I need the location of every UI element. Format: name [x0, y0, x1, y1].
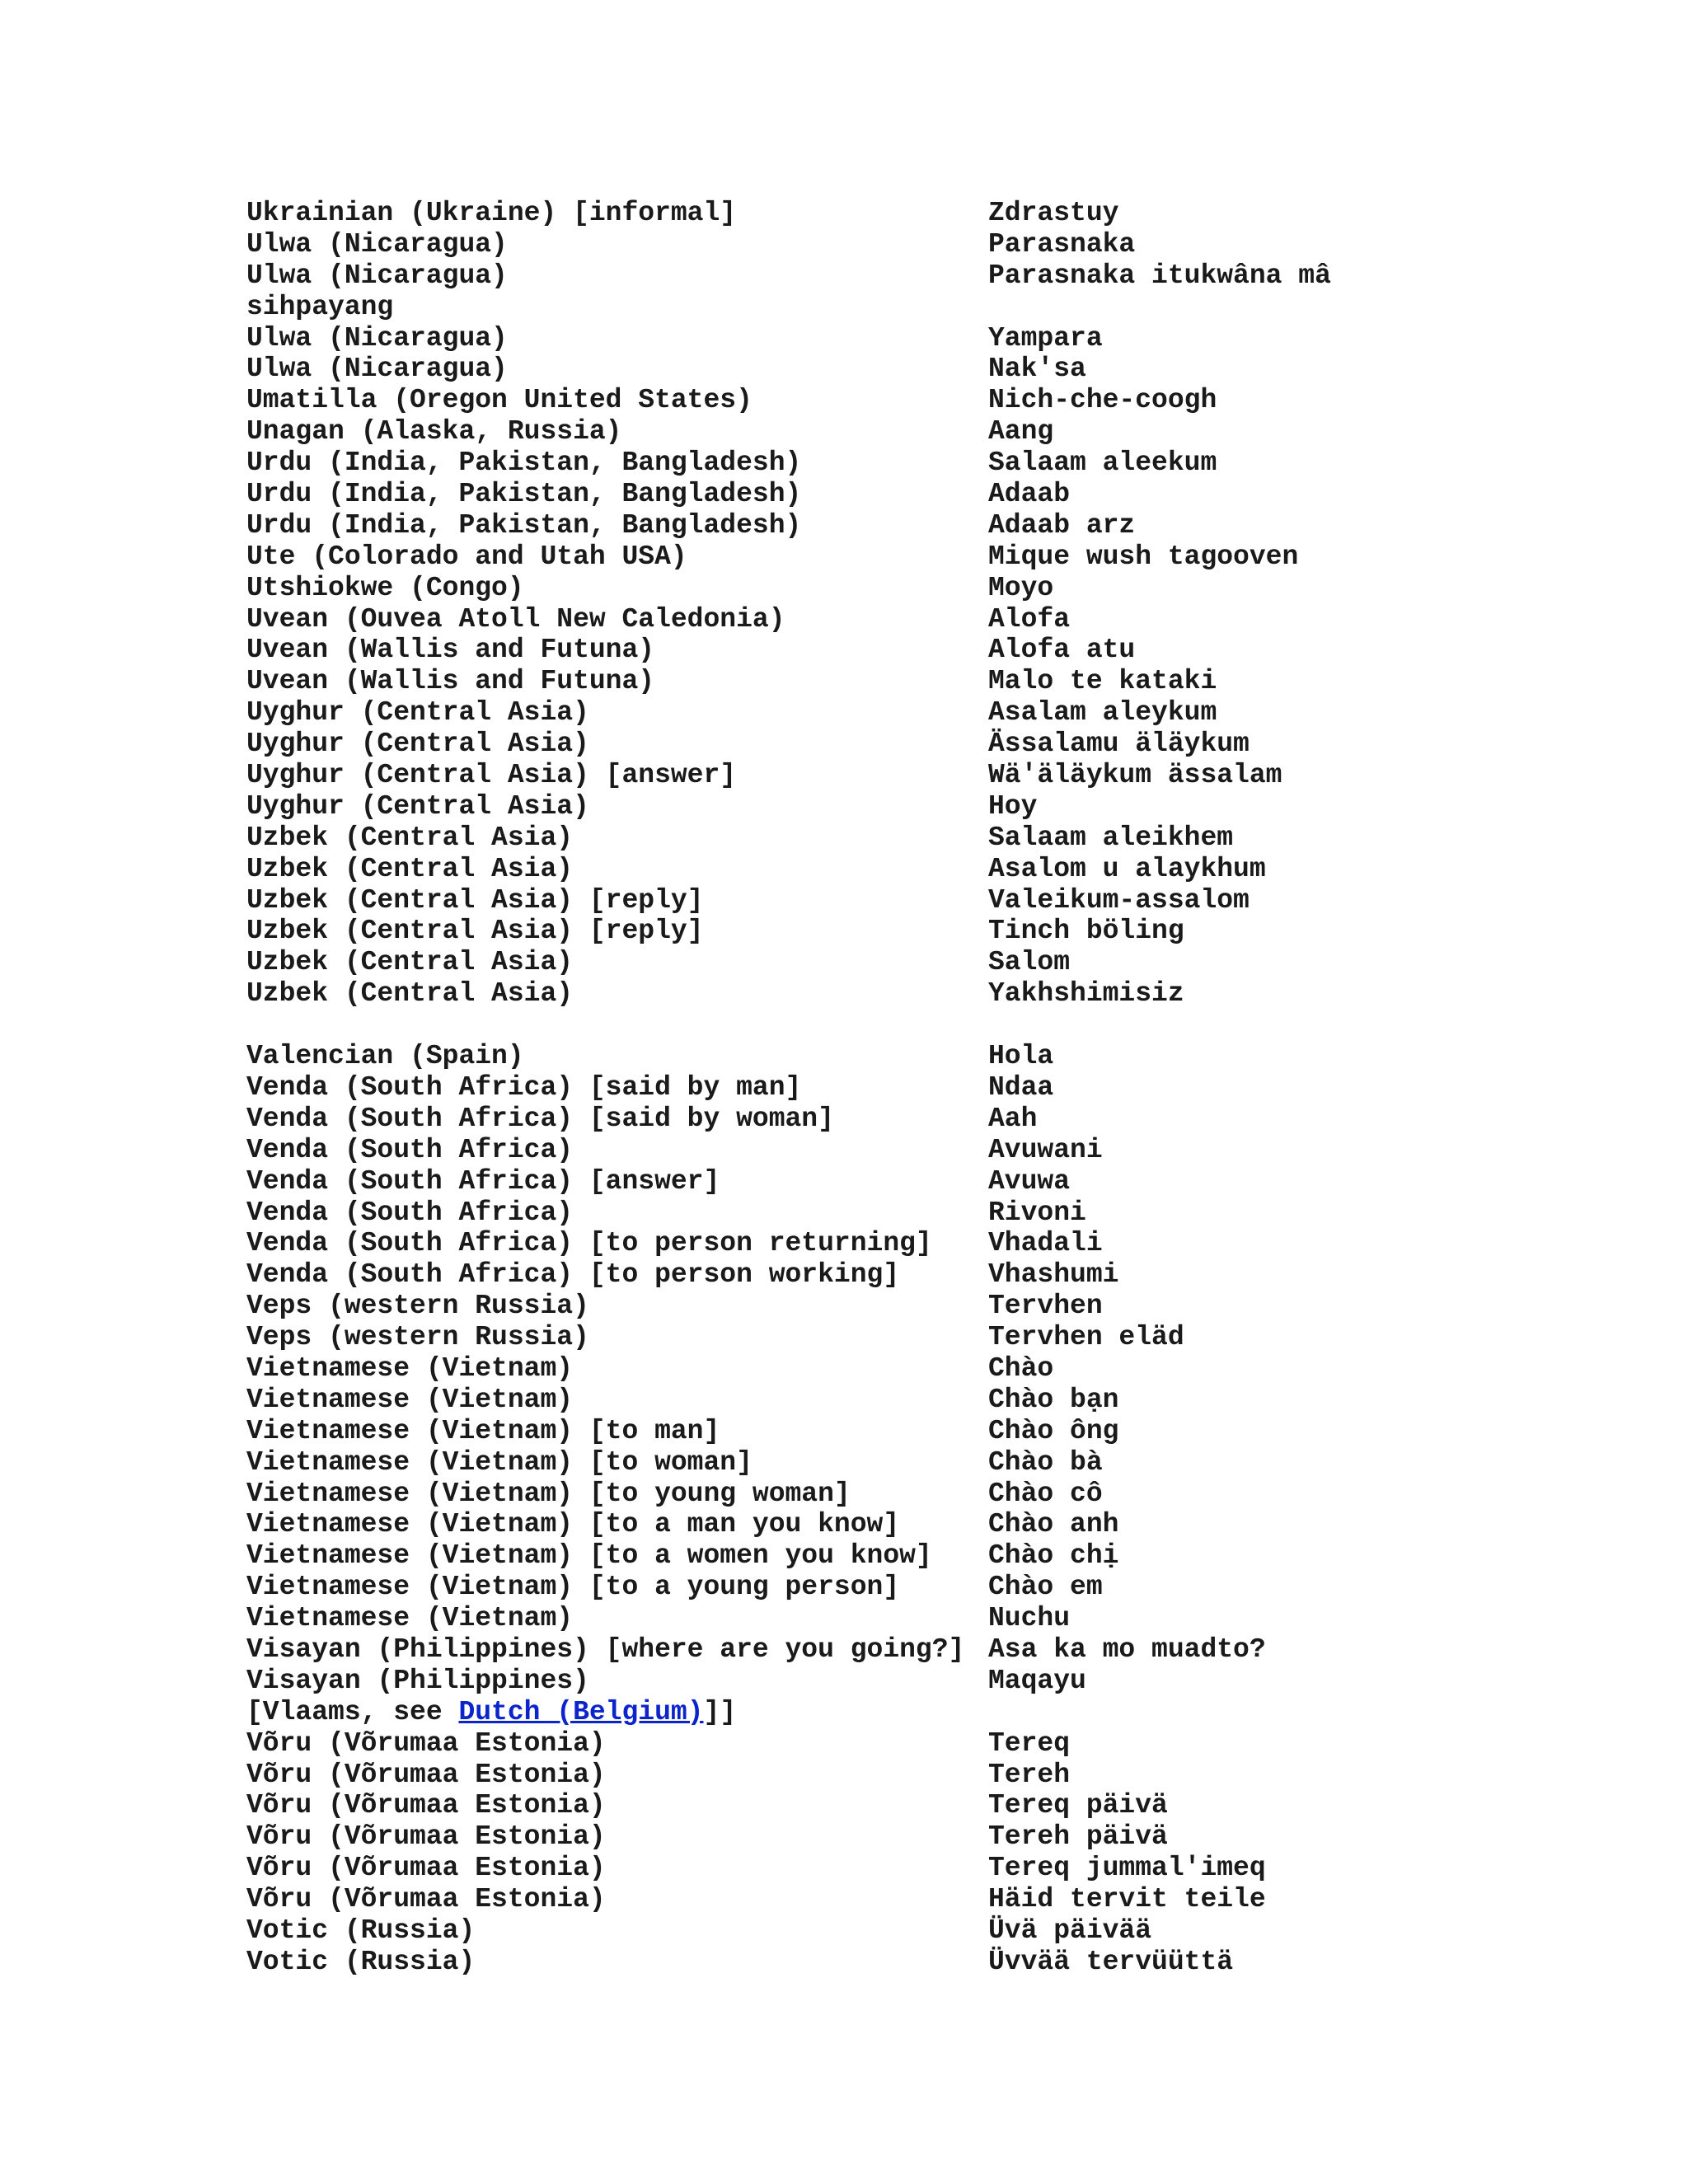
greeting-row: [246, 854, 1483, 885]
language-name: Veps (western Russia): [246, 1291, 589, 1322]
greeting-text: Salom: [988, 947, 1071, 978]
language-name: Ukrainian (Ukraine) [informal]: [246, 198, 737, 228]
greeting-text: Tinch böling: [988, 916, 1184, 947]
greeting-row: [246, 1603, 1483, 1634]
dutch-belgium-link[interactable]: Dutch (Belgium): [458, 1696, 704, 1727]
language-name: Urdu (India, Pakistan, Bangladesh): [246, 479, 802, 510]
greeting-text: Tereh päivä: [988, 1821, 1168, 1853]
greeting-text: Chào bạn: [988, 1384, 1119, 1415]
greeting-row: [246, 697, 1483, 729]
greeting-text: Adaab: [988, 479, 1071, 510]
greeting-row: [246, 604, 1483, 635]
greeting-row: [246, 541, 1483, 573]
greeting-row: [246, 1259, 1483, 1291]
language-name: Venda (South Africa): [246, 1134, 574, 1165]
language-name: Votic (Russia): [246, 1915, 476, 1946]
greeting-text: Chào: [988, 1352, 1054, 1384]
greeting-row: [246, 323, 1483, 354]
language-name: Ulwa (Nicaragua): [246, 260, 508, 291]
language-name: Võru (Võrumaa Estonia): [246, 1821, 606, 1853]
greetings-list: [246, 198, 1483, 1978]
language-name: Votic (Russia): [246, 1946, 476, 1977]
greeting-text: Üvvää tervüüttä: [988, 1946, 1234, 1977]
language-name: Ulwa (Nicaragua): [246, 354, 508, 385]
greeting-text: Aang: [988, 416, 1054, 448]
greeting-row: [246, 1760, 1483, 1791]
greeting-row: [246, 1821, 1483, 1853]
language-name: Võru (Võrumaa Estonia): [246, 1759, 606, 1790]
greeting-row: [246, 1416, 1483, 1447]
greeting-text: Tereq päivä: [988, 1790, 1168, 1821]
language-name: Urdu (India, Pakistan, Bangladesh): [246, 448, 802, 479]
language-name: Uzbek (Central Asia) [reply]: [246, 884, 704, 916]
greeting-text: Rivoni: [988, 1197, 1086, 1228]
greeting-row: [246, 573, 1483, 604]
language-name: Võru (Võrumaa Estonia): [246, 1853, 606, 1884]
greeting-text: Chào em: [988, 1572, 1103, 1603]
language-name: Valencian (Spain): [246, 1041, 524, 1072]
greeting-text: Ndaa: [988, 1071, 1054, 1103]
greeting-row: [246, 510, 1483, 541]
greeting-text: Üvä päivää: [988, 1915, 1152, 1946]
greeting-row: [246, 1353, 1483, 1385]
language-name: Vietnamese (Vietnam): [246, 1352, 574, 1384]
greeting-text: Vhadali: [988, 1228, 1103, 1259]
greeting-row: [246, 978, 1483, 1010]
language-name: Uyghur (Central Asia): [246, 790, 589, 822]
greeting-row: [246, 1572, 1483, 1603]
language-name: Vietnamese (Vietnam) [to man]: [246, 1415, 720, 1446]
greeting-text: Valeikum-assalom: [988, 884, 1250, 916]
greeting-row: [246, 354, 1483, 385]
greeting-row: [246, 1197, 1483, 1229]
greeting-row: [246, 1884, 1483, 1915]
greeting-row: [246, 1728, 1483, 1760]
greeting-text: Chào cô: [988, 1478, 1103, 1509]
greeting-text: Chào chị: [988, 1540, 1119, 1572]
greeting-row: [246, 885, 1483, 916]
greeting-text: Parasnaka: [988, 228, 1136, 260]
greeting-row: [246, 416, 1483, 448]
greeting-text: Tereh: [988, 1759, 1071, 1790]
greeting-text: Ässalamu äläykum: [988, 729, 1250, 760]
language-name: Urdu (India, Pakistan, Bangladesh): [246, 509, 802, 541]
greeting-row: [246, 1291, 1483, 1322]
language-name: Venda (South Africa) [to person returning]: [246, 1228, 932, 1259]
greeting-row: [246, 760, 1483, 791]
greeting-text: Chào ông: [988, 1415, 1119, 1446]
greeting-text: Alofa: [988, 603, 1071, 635]
greeting-row: [246, 385, 1483, 416]
greeting-text: Asa ka mo muadto?: [988, 1633, 1266, 1665]
greeting-text: Nich-che-coogh: [988, 385, 1217, 416]
language-name: Vietnamese (Vietnam) [to a young person]: [246, 1572, 900, 1603]
greeting-row: [246, 1228, 1483, 1259]
greeting-row: [246, 666, 1483, 697]
language-name: Uvean (Wallis and Futuna): [246, 666, 655, 697]
greeting-row: [246, 198, 1483, 229]
greeting-text: Mique wush tagooven: [988, 541, 1299, 572]
greeting-row: [246, 1447, 1483, 1479]
greeting-text: Chào anh: [988, 1509, 1119, 1540]
language-name: Vietnamese (Vietnam): [246, 1603, 574, 1634]
language-name: Võru (Võrumaa Estonia): [246, 1884, 606, 1915]
greeting-text: Chào bà: [988, 1446, 1103, 1478]
greeting-row: [246, 1072, 1483, 1104]
language-name: Uyghur (Central Asia) [answer]: [246, 760, 737, 791]
greeting-row: [246, 1104, 1483, 1135]
language-name: Venda (South Africa) [answer]: [246, 1165, 720, 1197]
language-name: Venda (South Africa): [246, 1197, 574, 1228]
greeting-text: Tereq jummal'imeq: [988, 1853, 1266, 1884]
greeting-row: [246, 791, 1483, 823]
greeting-text: Vhashumi: [988, 1259, 1119, 1291]
cross-reference: [246, 1697, 736, 1728]
language-name: Võru (Võrumaa Estonia): [246, 1790, 606, 1821]
greeting-row: [246, 1135, 1483, 1166]
language-name: Umatilla (Oregon United States): [246, 385, 753, 416]
language-name: Venda (South Africa) [said by woman]: [246, 1103, 834, 1134]
language-name: Unagan (Alaska, Russia): [246, 416, 622, 448]
greeting-text: Häid tervit teile: [988, 1884, 1266, 1915]
greeting-row: [246, 1385, 1483, 1416]
greeting-row: [246, 448, 1483, 479]
language-name: Vietnamese (Vietnam): [246, 1384, 574, 1415]
greeting-text: Hola: [988, 1041, 1054, 1072]
greeting-row: [246, 1540, 1483, 1572]
greeting-text: Malo te kataki: [988, 666, 1217, 697]
greeting-row: [246, 1947, 1483, 1978]
language-name: Vietnamese (Vietnam) [to woman]: [246, 1446, 753, 1478]
greeting-row: [246, 729, 1483, 760]
language-name: Ulwa (Nicaragua): [246, 322, 508, 354]
blank-line: [246, 1010, 1483, 1041]
greeting-text: Parasnaka itukwâna mâ: [988, 260, 1331, 291]
greeting-row: [246, 1634, 1483, 1666]
greeting-text: Tervhen: [988, 1291, 1103, 1322]
greeting-text: Wä'äläykum ässalam: [988, 760, 1282, 791]
greeting-row: [246, 1853, 1483, 1884]
greeting-row: [246, 1790, 1483, 1821]
cross-reference-prefix: [Vlaams, see: [246, 1696, 459, 1727]
language-name: Uzbek (Central Asia): [246, 978, 574, 1010]
language-name: Veps (western Russia): [246, 1322, 589, 1353]
language-name: Uvean (Ouvea Atoll New Caledonia): [246, 603, 785, 635]
greeting-row: [246, 823, 1483, 854]
greeting-text: Avuwani: [988, 1134, 1103, 1165]
greeting-text: Maqayu: [988, 1665, 1086, 1696]
greeting-text: Aah: [988, 1103, 1038, 1134]
language-name: Võru (Võrumaa Estonia): [246, 1727, 606, 1759]
greeting-text: Alofa atu: [988, 635, 1136, 666]
greeting-text: Salaam aleikhem: [988, 822, 1234, 853]
greeting-text: Yampara: [988, 322, 1103, 354]
greeting-row: [246, 1166, 1483, 1197]
language-name: Venda (South Africa) [said by man]: [246, 1071, 802, 1103]
greeting-text: Asalom u alaykhum: [988, 853, 1266, 884]
language-name: Uzbek (Central Asia): [246, 947, 574, 978]
greeting-text: Avuwa: [988, 1165, 1071, 1197]
greeting-row: [246, 947, 1483, 978]
language-name: Vietnamese (Vietnam) [to a man you know]: [246, 1509, 900, 1540]
language-name: Visayan (Philippines) [where are you going?]: [246, 1633, 965, 1665]
greeting-text: Tereq: [988, 1727, 1071, 1759]
greeting-row: [246, 916, 1483, 947]
language-name: Visayan (Philippines): [246, 1665, 589, 1696]
language-name: Vietnamese (Vietnam) [to young woman]: [246, 1478, 851, 1509]
greeting-row: [246, 1041, 1483, 1072]
language-name: Venda (South Africa) [to person working]: [246, 1259, 900, 1291]
language-name: Vietnamese (Vietnam) [to a women you know]: [246, 1540, 932, 1572]
greeting-text: Asalam aleykum: [988, 697, 1217, 729]
greeting-text: Tervhen eläd: [988, 1322, 1184, 1353]
greeting-text: Adaab arz: [988, 509, 1136, 541]
language-name: Ulwa (Nicaragua): [246, 228, 508, 260]
greeting-text: Moyo: [988, 572, 1054, 603]
greeting-text: Nuchu: [988, 1603, 1071, 1634]
language-name: Uzbek (Central Asia) [reply]: [246, 916, 704, 947]
greeting-text: Hoy: [988, 790, 1038, 822]
greeting-row: [246, 1509, 1483, 1540]
language-name: Uvean (Wallis and Futuna): [246, 635, 655, 666]
continuation-text: sihpayang: [246, 291, 394, 322]
language-name: Uzbek (Central Asia): [246, 853, 574, 884]
greeting-row: [246, 229, 1483, 260]
language-name: Uzbek (Central Asia): [246, 822, 574, 853]
greeting-text: Yakhshimisiz: [988, 978, 1184, 1010]
greeting-row: [246, 260, 1483, 292]
language-name: Ute (Colorado and Utah USA): [246, 541, 687, 572]
language-name: Uyghur (Central Asia): [246, 729, 589, 760]
greeting-row: [246, 635, 1483, 666]
greeting-row: [246, 1666, 1483, 1697]
greeting-text: Zdrastuy: [988, 198, 1119, 228]
greeting-row: [246, 1915, 1483, 1947]
greeting-row: [246, 479, 1483, 510]
greeting-text: Nak'sa: [988, 354, 1086, 385]
cross-reference-line: [246, 1697, 1483, 1728]
greeting-row: [246, 1322, 1483, 1353]
cross-reference-suffix: ]]: [703, 1696, 737, 1727]
greeting-text: Salaam aleekum: [988, 448, 1217, 479]
greeting-row: [246, 1479, 1483, 1510]
continuation-line: [246, 292, 1483, 323]
language-name: Uyghur (Central Asia): [246, 697, 589, 729]
language-name: Utshiokwe (Congo): [246, 572, 524, 603]
